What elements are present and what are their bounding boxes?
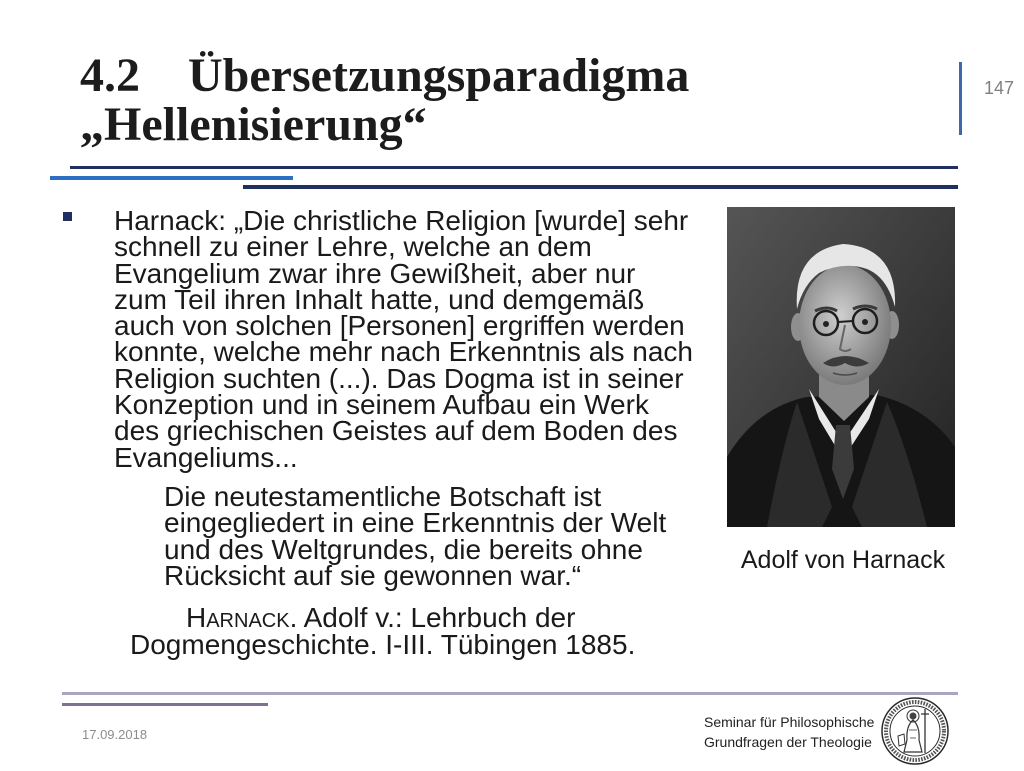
portrait-image xyxy=(727,207,955,527)
quote-line: Evangeliums... xyxy=(114,441,298,473)
page-number-divider xyxy=(959,62,962,135)
square-bullet-icon xyxy=(63,212,72,221)
footer-rule xyxy=(62,692,958,695)
seminar-seal-logo xyxy=(880,696,950,766)
quote-line: schnell zu einer Lehre, welche an dem xyxy=(114,231,592,263)
institution-line-1: Seminar für Philosophische xyxy=(704,714,875,730)
quote-line: zum Teil ihren Inhalt hatte, und demgemäß xyxy=(114,283,645,315)
quote-text xyxy=(114,205,693,473)
header-rule-bottom xyxy=(243,185,958,189)
quote-continuation xyxy=(164,481,667,591)
title-line-1 xyxy=(80,51,689,100)
quote-line: Religion suchten (...). Das Dogma ist in seiner xyxy=(114,362,684,394)
portrait-caption: Adolf von Harnack xyxy=(740,546,946,574)
quote-line: Evangelium zwar ihre Gewißheit, aber nur xyxy=(114,257,636,289)
header-rule-accent xyxy=(50,176,293,180)
institution-name xyxy=(704,712,874,752)
quote-line: konnte, welche mehr nach Erkenntnis als nach xyxy=(114,336,693,368)
quote-continuation-line: Rücksicht auf sie gewonnen war.“ xyxy=(164,559,582,591)
quote-line: auch von solchen [Personen] ergriffen werden xyxy=(114,310,685,342)
citation-line-2: Dogmengeschichte. I-III. Tübingen 1885. xyxy=(130,629,636,660)
section-number: 4.2 xyxy=(80,49,140,102)
title-text: Übersetzungsparadigma xyxy=(188,49,690,102)
portrait-photo xyxy=(727,207,955,527)
citation-author: Harnack xyxy=(186,602,290,633)
seal-image xyxy=(880,696,950,766)
quote-line: des griechischen Geistes auf dem Boden des xyxy=(114,415,678,447)
citation-line-1 xyxy=(130,604,635,631)
quote-continuation-line: und des Weltgrundes, die bereits ohne xyxy=(164,533,643,565)
slide-date: 17.09.2018 xyxy=(82,727,148,742)
citation xyxy=(130,604,635,658)
quote-line: Konzeption und in seinem Aufbau ein Werk xyxy=(114,389,649,421)
slide-title xyxy=(80,51,689,149)
title-line-2: „Hellenisierung“ xyxy=(80,98,427,151)
quote-line: Harnack: „Die christliche Religion [wurde] sehr xyxy=(114,205,689,236)
citation-title: . Adolf v.: Lehrbuch der xyxy=(289,602,576,633)
quote-continuation-line: eingegliedert in eine Erkenntnis der Welt xyxy=(164,507,667,539)
page-number: 147 xyxy=(984,78,1015,98)
quote-continuation-line: Die neutestamentliche Botschaft ist xyxy=(164,481,602,512)
footer-rule-accent xyxy=(62,703,268,706)
header-rule-top xyxy=(70,166,958,169)
institution-line-2: Grundfragen der Theologie xyxy=(704,734,872,750)
